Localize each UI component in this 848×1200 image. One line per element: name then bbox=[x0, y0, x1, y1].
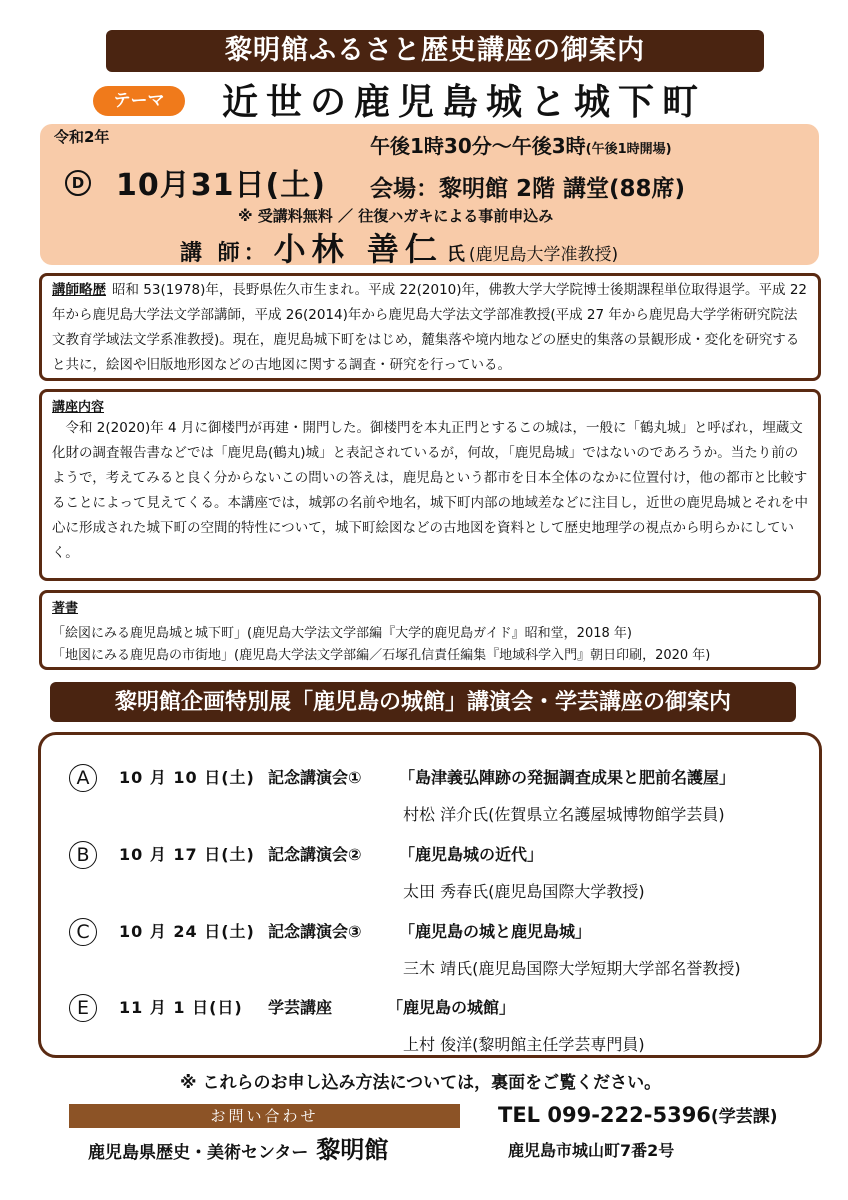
lecturer-honorific: 氏 bbox=[446, 244, 465, 265]
event-type: 学芸講座 bbox=[268, 998, 333, 1017]
telephone-department: (学芸課) bbox=[710, 1107, 778, 1127]
telephone bbox=[498, 1102, 777, 1127]
event-date: 10 月 10 日(土) bbox=[119, 768, 255, 787]
event-mark: E bbox=[69, 994, 97, 1022]
inquiry-label: お問い合わせ bbox=[69, 1104, 460, 1128]
theme-badge: テーマ bbox=[93, 86, 185, 116]
lecture-mark-d: D bbox=[65, 170, 91, 196]
book-item: 「絵図にみる鹿児島城と城下町」(鹿児島大学法文学部編『大学的鹿児島ガイド』昭和堂，2018 年) bbox=[52, 626, 632, 641]
event-row bbox=[41, 832, 825, 906]
profile-body: 昭和 53(1978)年，長野県佐久市生まれ。平成 22(2010)年，佛教大学大学院博士後期課程単位取得退学。平成 22 年から鹿児島大学法文学部講師，平成 26(2014)年から鹿児島大学法文学部准教授(平成 27 年から鹿児島大学学術研究院法文教育学域法文学系准教授)。現在，鹿児島城下町をはじめ，麓集落や境内地などの歴史的集落の景観形成・変化を研究すると共に，絵図や旧版地形図などの古地図に関する調査・研究を行っている。 bbox=[52, 282, 807, 373]
event-speaker: 村松 洋介氏(佐賀県立名護屋城博物館学芸員) bbox=[403, 805, 725, 824]
event-row bbox=[41, 909, 825, 983]
books-heading: 著書 bbox=[52, 601, 79, 616]
event-type: 記念講演会② bbox=[268, 845, 362, 864]
lecture-era: 令和2年 bbox=[54, 128, 110, 146]
event-topic: 「島津義弘陣跡の発掘調査成果と肥前名護屋」 bbox=[399, 768, 736, 787]
special-title: 黎明館企画特別展「鹿児島の城館」講演会・学芸講座の御案内 bbox=[50, 682, 796, 722]
lecturer-affiliation: (鹿児島大学准教授) bbox=[468, 245, 619, 265]
event-date: 11 月 1 日(日) bbox=[119, 998, 243, 1017]
books-list bbox=[52, 623, 808, 667]
lecture-time-range: 午後1時30分～午後3時 bbox=[370, 134, 586, 158]
lecture-date: 10月31日(土) bbox=[116, 168, 326, 203]
event-row bbox=[41, 755, 825, 829]
organization-prefix: 鹿児島県歴史・美術センター bbox=[88, 1143, 309, 1163]
lecturer-label: 講 師： bbox=[180, 241, 270, 266]
application-footnote: ※ これらのお申し込み方法については，裏面をご覧ください。 bbox=[180, 1073, 662, 1093]
event-mark: C bbox=[69, 918, 97, 946]
event-type: 記念講演会① bbox=[268, 768, 362, 787]
lecture-door-open: (午後1時開場) bbox=[585, 142, 672, 157]
lecturer-name: 小林 善仁 bbox=[273, 230, 443, 268]
lecture-venue: 会場：黎明館 2階 講堂(88席) bbox=[370, 176, 686, 202]
event-topic: 「鹿児島の城館」 bbox=[387, 998, 516, 1017]
content-body: 令和 2(2020)年 4 月に御楼門が再建・開門した。御楼門を本丸正門とするこの城は，一般に「鶴丸城」と呼ばれ，埋蔵文化財の調査報告書などでは「鹿児島(鶴丸)城」と表記されているが，何故，「鹿児島城」ではないのであろうか。当たり前のようで，考えてみると良く分からないこの問いの答えは，鹿児島という都市を日本全体のなかに位置付け，他の都市と比較することによって見えてくる。本講座では，城郭の名前や地名，城下町内部の地域差などに注目し，近世の鹿児島城とそれを中心に形成された城下町の空間的特性について，城下町絵図などの古地図を資料として歴史地理学の視点から明らかにしていく。 bbox=[52, 420, 808, 561]
event-row bbox=[41, 985, 825, 1059]
event-date: 10 月 24 日(土) bbox=[119, 922, 255, 941]
event-topic: 「鹿児島城の近代」 bbox=[399, 845, 544, 864]
lecture-time bbox=[370, 130, 672, 159]
profile-box bbox=[39, 273, 821, 381]
event-type: 記念講演会③ bbox=[268, 922, 362, 941]
profile-text bbox=[52, 278, 808, 378]
content-box bbox=[39, 389, 821, 581]
event-speaker: 上村 俊洋(黎明館主任学芸専門員) bbox=[403, 1035, 645, 1054]
event-date: 10 月 17 日(土) bbox=[119, 845, 255, 864]
page-title: 黎明館ふるさと歴史講座の御案内 bbox=[106, 30, 764, 72]
lecture-fee-note: ※ 受講料無料 ／ 往復ハガキによる事前申込み bbox=[238, 207, 554, 225]
lecturer bbox=[180, 224, 618, 270]
event-speaker: 三木 靖氏(鹿児島国際大学短期大学部名誉教授) bbox=[403, 959, 741, 978]
events-box bbox=[38, 732, 822, 1058]
event-mark: B bbox=[69, 841, 97, 869]
address: 鹿児島市城山町7番2号 bbox=[508, 1141, 675, 1160]
book-item: 「地図にみる鹿児島の市街地」(鹿児島大学法文学部編／石塚孔信責任編集『地域科学入門』朝日印刷，2020 年) bbox=[52, 648, 711, 663]
organization bbox=[88, 1130, 388, 1165]
books-box bbox=[39, 590, 821, 670]
profile-heading: 講師略歴 bbox=[52, 282, 106, 298]
organization-name: 黎明館 bbox=[316, 1135, 389, 1164]
content-heading: 講座内容 bbox=[52, 400, 105, 415]
event-topic: 「鹿児島の城と鹿児島城」 bbox=[399, 922, 592, 941]
event-mark: A bbox=[69, 764, 97, 792]
theme-title: 近世の鹿児島城と城下町 bbox=[222, 81, 707, 123]
event-speaker: 太田 秀春氏(鹿児島国際大学教授) bbox=[403, 882, 645, 901]
telephone-number: TEL 099-222-5396 bbox=[498, 1103, 711, 1127]
